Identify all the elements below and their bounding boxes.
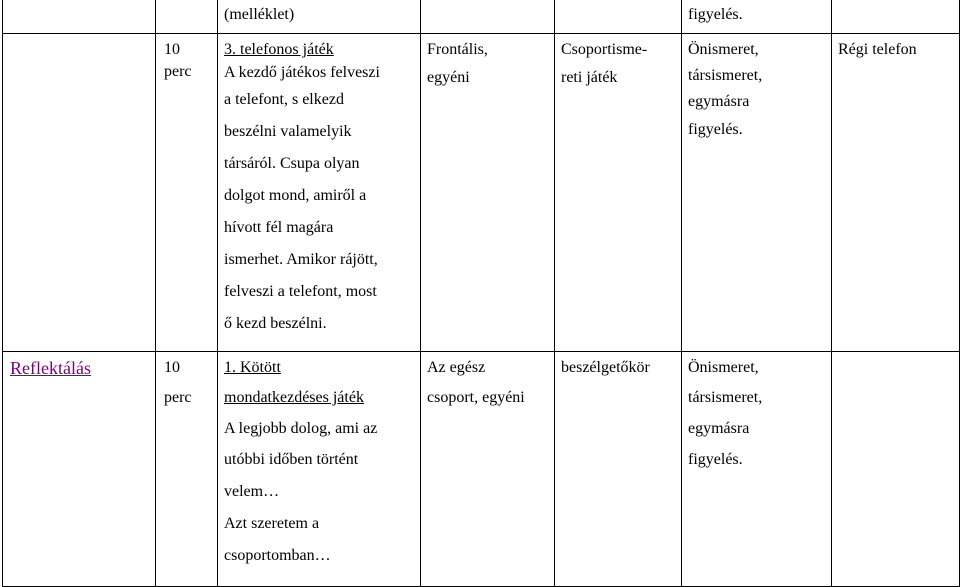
table-row <box>3 0 960 34</box>
method-line: Csoportisme- <box>561 41 648 58</box>
method-line: reti játék <box>561 69 618 86</box>
activity-line: A kezdő játékos felveszi <box>224 64 380 81</box>
activity-line: hívott fél magára <box>224 219 334 236</box>
activity-cell <box>218 34 421 352</box>
activity-line: A legjobb dolog, ami az <box>224 420 378 437</box>
table-row <box>3 34 960 352</box>
goal-line: figyelés. <box>688 451 743 468</box>
method-cell <box>555 352 682 587</box>
goal-cell <box>682 34 832 352</box>
phase-cell <box>3 34 156 352</box>
activity-title: 3. telefonos játék <box>224 41 334 58</box>
activity-line: csoportomban… <box>224 547 331 564</box>
tools-cell <box>832 34 960 352</box>
activity-line: velem… <box>224 483 280 500</box>
phase-link[interactable]: Reflektálás <box>10 358 91 378</box>
work-form-cell <box>421 0 555 34</box>
goal-line: egymásra <box>688 93 750 110</box>
method-cell <box>555 0 682 34</box>
work-form-line: egyéni <box>427 69 470 86</box>
goal-line: Önismeret, <box>688 41 759 58</box>
goal-cell <box>682 0 832 34</box>
activity-line: beszélni valamelyik <box>224 123 352 140</box>
activity-line: ő kezd beszélni. <box>224 315 327 332</box>
goal-line: egymásra <box>688 420 750 437</box>
activity-line: felveszi a telefont, most <box>224 283 377 300</box>
time-value: 10 <box>164 359 180 376</box>
activity-line: a telefont, s elkezd <box>224 91 344 108</box>
tools-cell <box>832 0 960 34</box>
activity-line: dolgot mond, amiről a <box>224 187 367 204</box>
time-cell <box>156 34 218 352</box>
work-form-cell <box>421 352 555 587</box>
work-form-line: Az egész <box>427 359 486 376</box>
goal-text: figyelés. <box>688 6 743 23</box>
activity-line: utóbbi időben történt <box>224 451 359 468</box>
method-text: beszélgetőkör <box>561 359 650 376</box>
work-form-line: csoport, egyéni <box>427 389 525 406</box>
goal-line: társismeret, <box>688 67 763 84</box>
activity-text: (melléklet) <box>224 6 295 23</box>
phase-cell <box>3 352 156 587</box>
table-row <box>3 352 960 587</box>
time-value: 10 <box>164 41 180 58</box>
activity-line: társáról. Csupa olyan <box>224 155 360 172</box>
goal-line: társismeret, <box>688 389 763 406</box>
goal-line: Önismeret, <box>688 359 759 376</box>
time-unit: perc <box>164 389 192 406</box>
activity-title: 1. Kötött <box>224 359 281 376</box>
activity-title: mondatkezdéses játék <box>224 389 364 406</box>
tools-text: Régi telefon <box>838 41 917 58</box>
lesson-plan-table <box>2 0 960 587</box>
activity-line: ismerhet. Amikor rájött, <box>224 251 378 268</box>
time-unit: perc <box>164 63 192 80</box>
time-cell <box>156 0 218 34</box>
activity-line: Azt szeretem a <box>224 515 320 532</box>
work-form-line: Frontális, <box>427 41 488 58</box>
phase-cell <box>3 0 156 34</box>
method-cell <box>555 34 682 352</box>
activity-cell <box>218 0 421 34</box>
tools-cell <box>832 352 960 587</box>
time-cell <box>156 352 218 587</box>
goal-line: figyelés. <box>688 121 743 138</box>
activity-cell <box>218 352 421 587</box>
work-form-cell <box>421 34 555 352</box>
goal-cell <box>682 352 832 587</box>
